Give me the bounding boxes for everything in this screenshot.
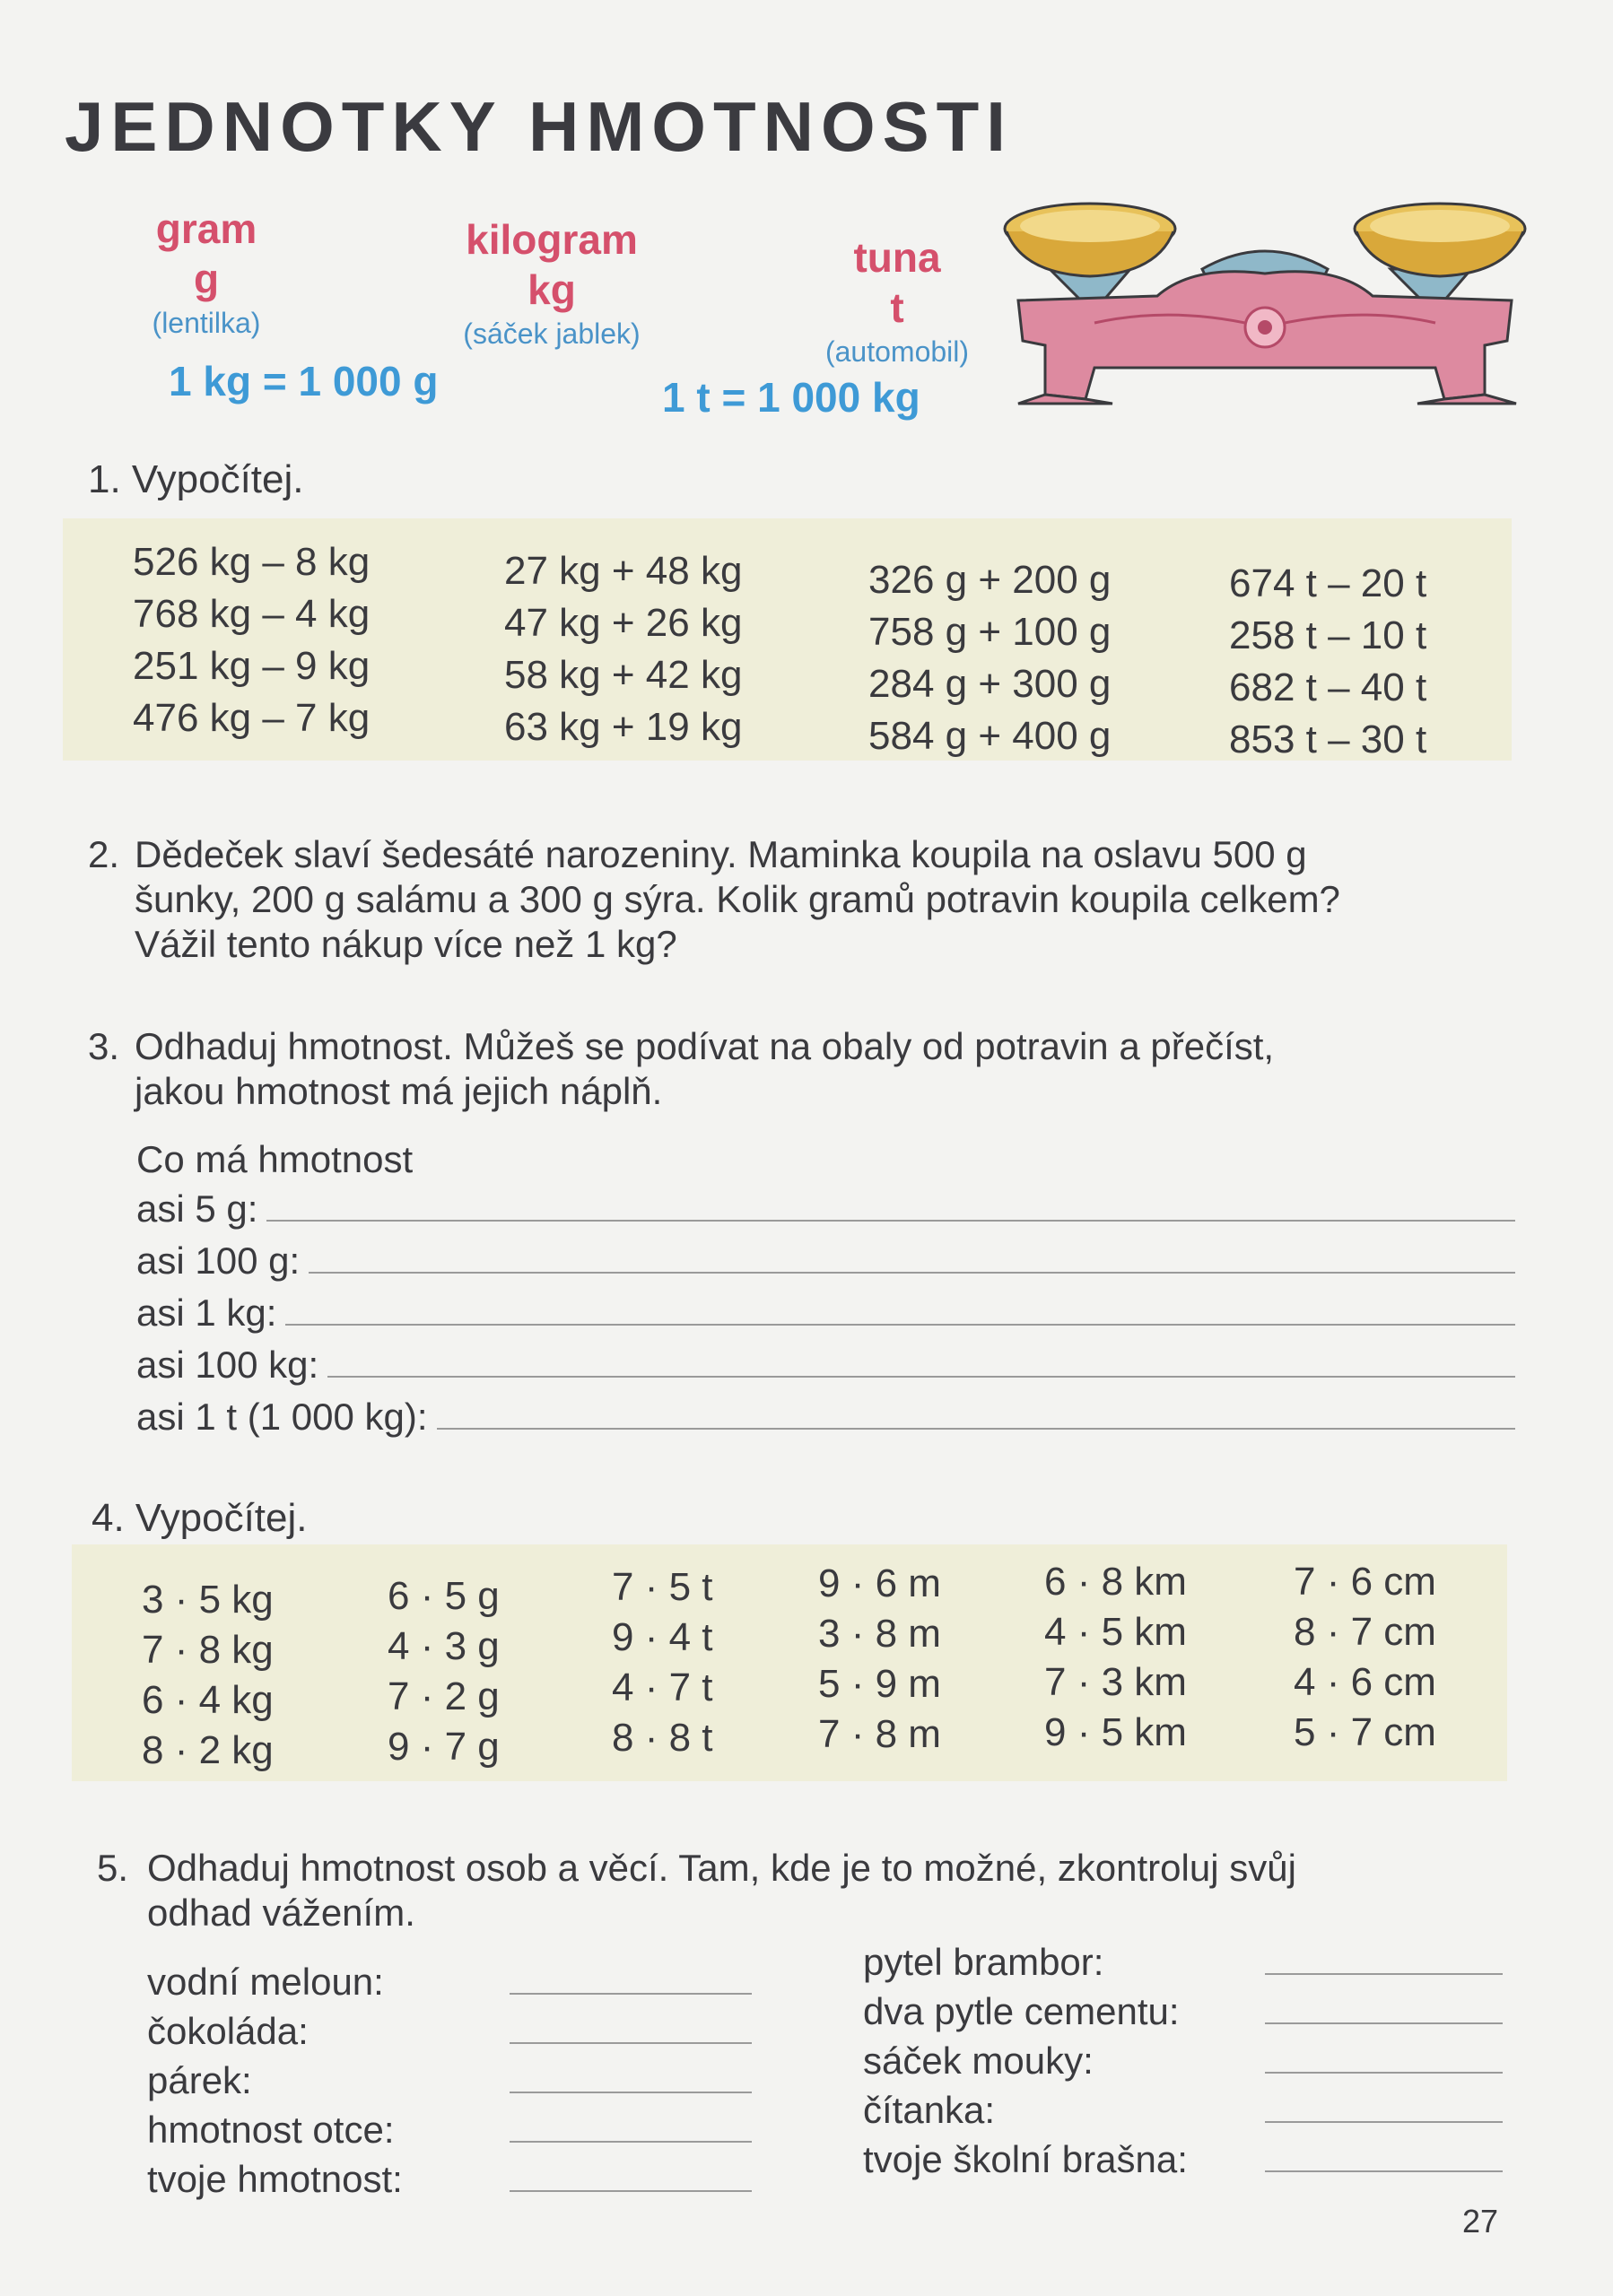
unit-tuna-example: (automobil) (824, 335, 970, 368)
estimate-line[interactable] (510, 2141, 752, 2143)
answer-line[interactable] (309, 1272, 1515, 1274)
exercise4-band (72, 1544, 1507, 1781)
exercise1-item: 758 g + 100 g (868, 610, 1112, 654)
unit-tuna-symbol: t (890, 284, 904, 331)
exercise4-item: 4 · 6 cm (1294, 1660, 1436, 1704)
estimate-line[interactable] (1265, 2022, 1503, 2024)
answer-row (136, 1283, 1515, 1335)
estimate-row (147, 2010, 757, 2059)
answer-label: asi 100 g: (136, 1239, 301, 1282)
exercise4-item: 9 · 7 g (388, 1725, 500, 1769)
exercise5-left-list (147, 1961, 757, 2207)
exercise3-line: Odhaduj hmotnost. Můžeš se podívat na obaly od potravin a přečíst, (135, 1025, 1275, 1067)
estimate-line[interactable] (1265, 2072, 1503, 2074)
equation-t: 1 t = 1 000 kg (662, 374, 920, 421)
answer-row (136, 1178, 1515, 1231)
exercise3 (88, 1024, 1523, 1114)
exercise1-item: 258 t – 10 t (1229, 613, 1427, 657)
answer-row (136, 1231, 1515, 1283)
estimate-line[interactable] (1265, 1973, 1503, 1975)
exercise4-item: 7 · 8 kg (142, 1628, 274, 1672)
exercise4-item: 9 · 6 m (818, 1561, 941, 1605)
exercise1-heading: 1. Vypočítej. (88, 457, 304, 501)
exercise4-item: 7 · 3 km (1044, 1660, 1187, 1704)
estimate-row (863, 2039, 1509, 2089)
exercise1-item: 682 t – 40 t (1229, 665, 1427, 709)
exercise1-column-4 (1229, 558, 1426, 766)
exercise4-column-2 (388, 1571, 500, 1772)
unit-tuna-name: tuna (853, 234, 941, 281)
exercise4-item: 6 · 4 kg (142, 1678, 274, 1722)
exercise1-item: 476 kg – 7 kg (133, 696, 371, 740)
exercise1-item: 58 kg + 42 kg (504, 653, 743, 697)
exercise4-item: 7 · 6 cm (1294, 1560, 1436, 1604)
answer-line[interactable] (437, 1428, 1516, 1430)
exercise4-item: 7 · 2 g (388, 1674, 500, 1718)
exercise4-item: 7 · 8 m (818, 1712, 941, 1756)
estimate-label: tvoje hmotnost: (147, 2158, 403, 2200)
estimate-label: dva pytle cementu: (863, 1990, 1180, 2032)
exercise1-item: 768 kg – 4 kg (133, 592, 371, 636)
exercise1-item: 526 kg – 8 kg (133, 540, 371, 584)
exercise2-number: 2. (88, 833, 120, 875)
exercise4-column-5 (1044, 1557, 1187, 1758)
page-title: JEDNOTKY HMOTNOSTI (65, 87, 1013, 166)
answer-label: asi 5 g: (136, 1187, 258, 1230)
exercise1-item: 63 kg + 19 kg (504, 705, 743, 749)
estimate-row (147, 2109, 757, 2158)
estimate-label: párek: (147, 2059, 252, 2101)
exercise5-line: Odhaduj hmotnost osob a věcí. Tam, kde je to možné, zkontroluj svůj (147, 1847, 1296, 1889)
exercise4-column-1 (142, 1575, 274, 1776)
estimate-label: vodní meloun: (147, 1961, 384, 2003)
estimate-line[interactable] (1265, 2170, 1503, 2172)
estimate-label: hmotnost otce: (147, 2109, 395, 2151)
exercise1-column-2 (504, 545, 742, 753)
exercise1-item: 251 kg – 9 kg (133, 644, 371, 688)
answer-row (136, 1335, 1515, 1387)
exercise5 (97, 1846, 1532, 1935)
answer-label: asi 1 t (1 000 kg): (136, 1396, 428, 1438)
estimate-line[interactable] (510, 2092, 752, 2093)
exercise1-item: 584 g + 400 g (868, 714, 1112, 758)
exercise2-line: Dědeček slaví šedesáté narozeniny. Maminka koupila na oslavu 500 g (135, 833, 1307, 875)
estimate-label: sáček mouky: (863, 2039, 1094, 2082)
exercise1-item: 326 g + 200 g (868, 558, 1112, 602)
estimate-line[interactable] (510, 2190, 752, 2192)
exercise1-item: 674 t – 20 t (1229, 561, 1427, 605)
page-number: 27 (1462, 2203, 1499, 2239)
exercise2-line: šunky, 200 g salámu a 300 g sýra. Kolik gramů potravin koupila celkem? (135, 878, 1340, 920)
answer-label: asi 1 kg: (136, 1292, 277, 1334)
unit-tuna (798, 233, 996, 370)
exercise4-item: 3 · 8 m (818, 1612, 941, 1656)
estimate-label: pytel brambor: (863, 1941, 1104, 1983)
exercise4-item: 5 · 9 m (818, 1662, 941, 1706)
exercise1-item: 27 kg + 48 kg (504, 549, 743, 593)
exercise4-item: 5 · 7 cm (1294, 1710, 1436, 1754)
unit-kilogram (431, 215, 673, 352)
exercise4-item: 9 · 5 km (1044, 1710, 1187, 1754)
estimate-line[interactable] (1265, 2121, 1503, 2123)
estimate-row (863, 1941, 1509, 1990)
answer-line[interactable] (266, 1220, 1515, 1222)
exercise4-column-3 (612, 1562, 713, 1763)
estimate-line[interactable] (510, 1993, 752, 1995)
estimate-row (863, 2138, 1509, 2187)
exercise4-item: 7 · 5 t (612, 1565, 713, 1609)
exercise4-item: 6 · 5 g (388, 1574, 500, 1618)
estimate-line[interactable] (510, 2042, 752, 2044)
answer-row (136, 1387, 1515, 1439)
estimate-row (147, 2158, 757, 2207)
exercise4-heading: 4. Vypočítej. (92, 1496, 308, 1540)
unit-gram-example: (lentilka) (152, 307, 261, 339)
equation-kg: 1 kg = 1 000 g (169, 358, 439, 404)
exercise4-item: 8 · 8 t (612, 1716, 713, 1760)
exercise4-item: 4 · 7 t (612, 1665, 713, 1709)
exercise5-line: odhad vážením. (147, 1892, 415, 1934)
exercise4-item: 6 · 8 km (1044, 1560, 1187, 1604)
estimate-row (147, 1961, 757, 2010)
exercise2 (88, 832, 1523, 967)
exercise4-item: 8 · 2 kg (142, 1728, 274, 1772)
exercise1-item: 47 kg + 26 kg (504, 601, 743, 645)
exercise4-item: 4 · 5 km (1044, 1610, 1187, 1654)
exercise1-column-3 (868, 554, 1111, 762)
exercise4-column-6 (1294, 1557, 1436, 1758)
exercise4-item: 8 · 7 cm (1294, 1610, 1436, 1654)
exercise1-column-1 (133, 536, 370, 744)
unit-kilogram-name: kilogram (466, 216, 638, 263)
unit-gram-symbol: g (193, 256, 220, 302)
estimate-row (147, 2059, 757, 2109)
estimate-row (863, 1990, 1509, 2039)
exercise3-line: jakou hmotnost má jejich náplň. (135, 1070, 663, 1112)
answer-line[interactable] (327, 1376, 1515, 1378)
exercise2-line: Vážil tento nákup více než 1 kg? (135, 923, 677, 965)
unit-kilogram-example: (sáček jablek) (463, 317, 641, 350)
unit-kilogram-symbol: kg (527, 266, 576, 313)
exercise1-item: 853 t – 30 t (1229, 718, 1427, 761)
exercise3-intro: Co má hmotnost (136, 1138, 414, 1180)
exercise4-item: 4 · 3 g (388, 1624, 500, 1668)
estimate-row (863, 2089, 1509, 2138)
unit-gram-name: gram (155, 205, 257, 252)
exercise4-item: 9 · 4 t (612, 1615, 713, 1659)
exercise4-item: 3 · 5 kg (142, 1578, 274, 1622)
exercise5-right-list (863, 1941, 1509, 2187)
balance-scale-illustration (996, 179, 1534, 413)
estimate-label: tvoje školní brašna: (863, 2138, 1188, 2180)
exercise3-answer-list (136, 1178, 1515, 1439)
exercise5-number: 5. (97, 1847, 129, 1889)
estimate-label: čokoláda: (147, 2010, 309, 2052)
answer-line[interactable] (285, 1324, 1515, 1326)
exercise4-column-4 (818, 1559, 941, 1760)
exercise3-number: 3. (88, 1025, 120, 1067)
answer-label: asi 100 kg: (136, 1344, 319, 1386)
exercise1-item: 284 g + 300 g (868, 662, 1112, 706)
estimate-label: čítanka: (863, 2089, 996, 2131)
unit-gram (126, 204, 287, 341)
